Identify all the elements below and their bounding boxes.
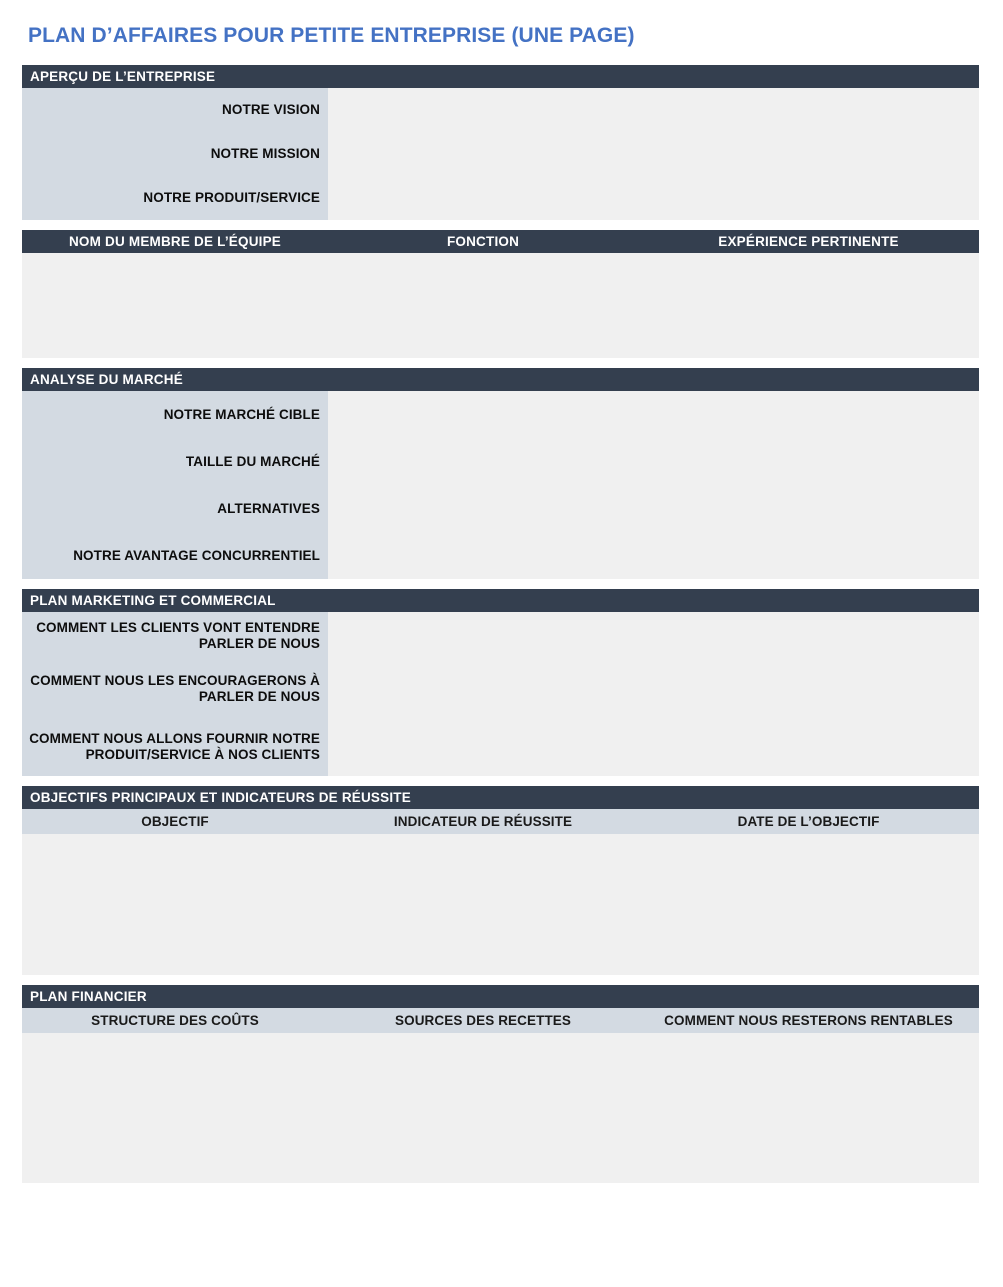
section-team: [22, 230, 979, 358]
input-team-experience-1[interactable]: [638, 253, 979, 288]
input-how-customers-hear[interactable]: [328, 612, 979, 660]
input-value-objective-3: [22, 949, 328, 955]
input-team-role-2[interactable]: [328, 288, 638, 323]
row-label-target-market: NOTRE MARCHÉ CIBLE: [22, 391, 328, 438]
input-value-revenue-sources: [328, 1105, 638, 1111]
section-heading-company-overview: APERÇU DE L’ENTREPRISE: [22, 65, 979, 88]
section-heading-market-analysis: ANALYSE DU MARCHÉ: [22, 368, 979, 391]
input-team-name-1[interactable]: [22, 253, 328, 288]
row-label-how-deliver-product: COMMENT NOUS ALLONS FOURNIR NOTRE PRODUIT/SERVICE À NOS CLIENTS: [22, 718, 328, 776]
column-header-revenue-sources: SOURCES DES RECETTES: [328, 1008, 638, 1033]
table-row: [22, 132, 979, 176]
section-heading-objectives: OBJECTIFS PRINCIPAUX ET INDICATEURS DE RÉUSSITE: [22, 786, 979, 809]
input-indicator-2[interactable]: [328, 881, 638, 928]
input-value-competitive-advantage: [328, 553, 979, 559]
input-value-indicator-2: [328, 902, 638, 908]
page-title: PLAN D’AFFAIRES POUR PETITE ENTREPRISE (UNE PAGE): [28, 24, 635, 47]
input-how-deliver-product[interactable]: [328, 718, 979, 776]
section-header-row: [22, 65, 979, 88]
financial-header-row: [22, 1008, 979, 1033]
table-row: [22, 323, 979, 358]
column-header-role: FONCTION: [328, 230, 638, 253]
row-label-our-mission: NOTRE MISSION: [22, 132, 328, 176]
input-value-how-encourage-referrals: [328, 686, 979, 692]
input-value-cost-structure: [22, 1105, 328, 1111]
row-label-competitive-advantage: NOTRE AVANTAGE CONCURRENTIEL: [22, 532, 328, 579]
input-value-team-role-2: [328, 303, 638, 309]
input-value-team-name-2: [22, 303, 328, 309]
table-row: [22, 928, 979, 975]
input-value-indicator-3: [328, 949, 638, 955]
table-row: [22, 88, 979, 132]
input-value-how-deliver-product: [328, 744, 979, 750]
row-label-market-size: TAILLE DU MARCHÉ: [22, 438, 328, 485]
input-value-target-market: [328, 412, 979, 418]
row-label-our-vision: NOTRE VISION: [22, 88, 328, 132]
input-alternatives[interactable]: [328, 485, 979, 532]
input-value-objective-date-2: [638, 902, 979, 908]
input-our-mission[interactable]: [328, 132, 979, 176]
input-value-team-name-3: [22, 338, 328, 344]
input-value-indicator-1: [328, 855, 638, 861]
input-indicator-3[interactable]: [328, 928, 638, 975]
input-value-objective-date-1: [638, 855, 979, 861]
row-label-how-encourage-referrals: COMMENT NOUS LES ENCOURAGERONS À PARLER DE NOUS: [22, 660, 328, 718]
input-our-product-service[interactable]: [328, 176, 979, 220]
input-cost-structure[interactable]: [22, 1033, 328, 1183]
input-team-name-3[interactable]: [22, 323, 328, 358]
section-financial-plan: [22, 985, 979, 1183]
input-value-our-mission: [328, 151, 979, 157]
table-row: [22, 834, 979, 881]
table-row: [22, 485, 979, 532]
table-row: [22, 612, 979, 660]
table-row: [22, 438, 979, 485]
table-row: [22, 391, 979, 438]
input-value-objective-1: [22, 855, 328, 861]
input-value-team-role-1: [328, 268, 638, 274]
input-team-role-1[interactable]: [328, 253, 638, 288]
input-objective-date-3[interactable]: [638, 928, 979, 975]
table-row: [22, 660, 979, 718]
input-target-market[interactable]: [328, 391, 979, 438]
input-value-our-product-service: [328, 195, 979, 201]
input-objective-date-2[interactable]: [638, 881, 979, 928]
column-header-cost-structure: STRUCTURE DES COÛTS: [22, 1008, 328, 1033]
row-label-our-product-service: NOTRE PRODUIT/SERVICE: [22, 176, 328, 220]
table-row: [22, 176, 979, 220]
table-row: [22, 1033, 979, 1183]
input-value-objective-2: [22, 902, 328, 908]
table-row: [22, 253, 979, 288]
input-value-alternatives: [328, 506, 979, 512]
table-row: [22, 532, 979, 579]
table-row: [22, 288, 979, 323]
input-value-market-size: [328, 459, 979, 465]
input-objective-1[interactable]: [22, 834, 328, 881]
table-row: [22, 881, 979, 928]
input-profitability[interactable]: [638, 1033, 979, 1183]
input-value-profitability: [638, 1105, 979, 1111]
input-revenue-sources[interactable]: [328, 1033, 638, 1183]
section-marketing-plan: [22, 589, 979, 776]
section-heading-financial-plan: PLAN FINANCIER: [22, 985, 979, 1008]
input-objective-2[interactable]: [22, 881, 328, 928]
input-objective-date-1[interactable]: [638, 834, 979, 881]
column-header-profitability: COMMENT NOUS RESTERONS RENTABLES: [638, 1008, 979, 1033]
input-objective-3[interactable]: [22, 928, 328, 975]
column-header-success-indicator: INDICATEUR DE RÉUSSITE: [328, 809, 638, 834]
input-how-encourage-referrals[interactable]: [328, 660, 979, 718]
section-heading-marketing-plan: PLAN MARKETING ET COMMERCIAL: [22, 589, 979, 612]
input-value-team-name-1: [22, 268, 328, 274]
input-team-experience-2[interactable]: [638, 288, 979, 323]
table-row: [22, 718, 979, 776]
section-objectives: [22, 786, 979, 975]
input-value-team-role-3: [328, 338, 638, 344]
input-value-team-experience-1: [638, 268, 979, 274]
row-label-alternatives: ALTERNATIVES: [22, 485, 328, 532]
input-team-role-3[interactable]: [328, 323, 638, 358]
input-value-our-vision: [328, 107, 979, 113]
team-header-row: [22, 230, 979, 253]
input-team-experience-3[interactable]: [638, 323, 979, 358]
input-our-vision[interactable]: [328, 88, 979, 132]
input-competitive-advantage[interactable]: [328, 532, 979, 579]
section-company-overview: [22, 65, 979, 220]
section-header-row: [22, 368, 979, 391]
section-header-row: [22, 589, 979, 612]
input-value-how-customers-hear: [328, 633, 979, 639]
column-header-objective: OBJECTIF: [22, 809, 328, 834]
input-indicator-1[interactable]: [328, 834, 638, 881]
column-header-team-member-name: NOM DU MEMBRE DE L’ÉQUIPE: [22, 230, 328, 253]
objectives-header-row: [22, 809, 979, 834]
input-team-name-2[interactable]: [22, 288, 328, 323]
column-header-relevant-experience: EXPÉRIENCE PERTINENTE: [638, 230, 979, 253]
input-value-objective-date-3: [638, 949, 979, 955]
section-market-analysis: [22, 368, 979, 579]
input-value-team-experience-3: [638, 338, 979, 344]
column-header-objective-date: DATE DE L’OBJECTIF: [638, 809, 979, 834]
input-market-size[interactable]: [328, 438, 979, 485]
section-header-row: [22, 985, 979, 1008]
input-value-team-experience-2: [638, 303, 979, 309]
row-label-how-customers-hear: COMMENT LES CLIENTS VONT ENTENDRE PARLER DE NOUS: [22, 612, 328, 660]
section-header-row: [22, 786, 979, 809]
